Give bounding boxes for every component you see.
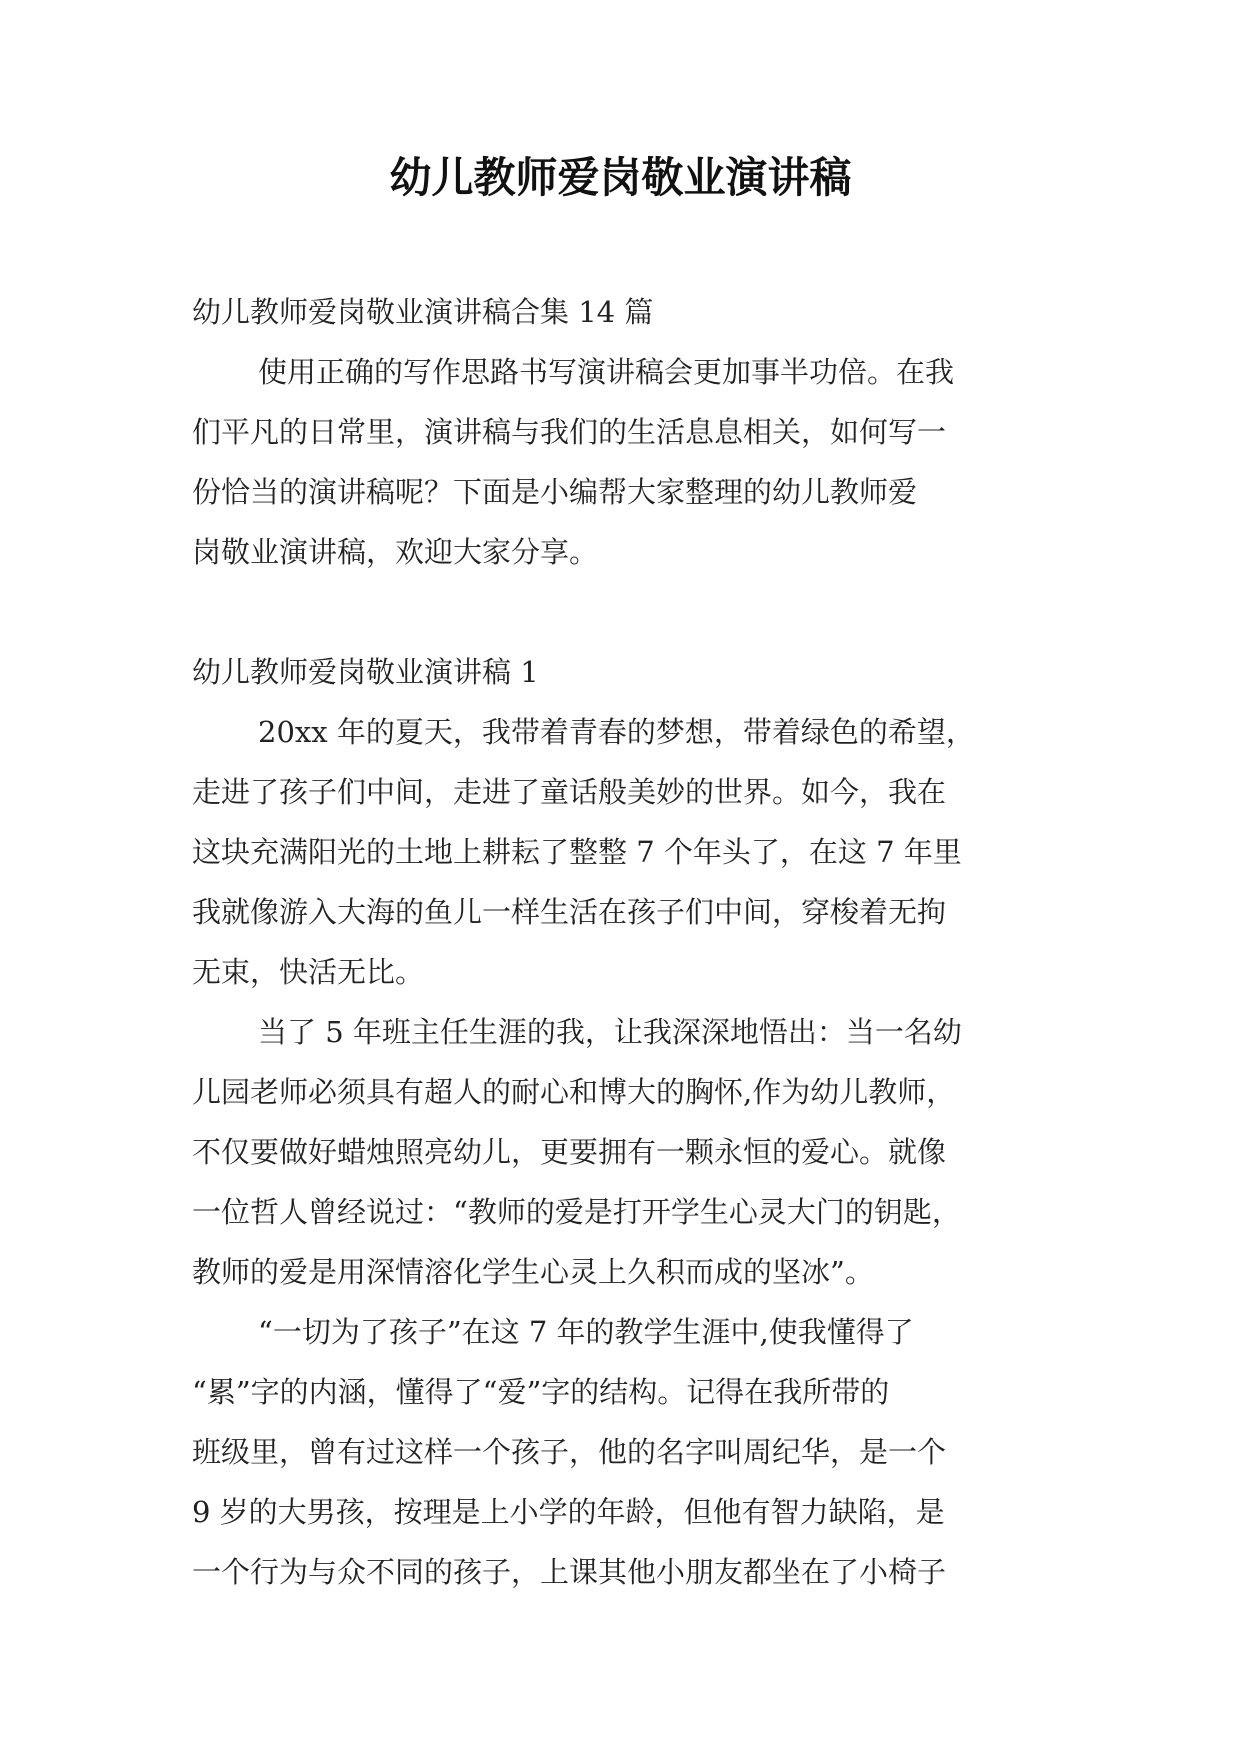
paragraph-2 <box>192 1002 1062 1302</box>
paragraph-line: 班级里，曾有过这样一个孩子，他的名字叫周纪华，是一个 <box>192 1435 947 1469</box>
intro-paragraph <box>192 342 1062 582</box>
intro-line: 们平凡的日常里，演讲稿与我们的生活息息相关，如何写一 <box>192 415 947 449</box>
paragraph-line: 我就像游入大海的鱼儿一样生活在孩子们中间，穿梭着无拘 <box>192 895 947 929</box>
paragraph-3 <box>192 1302 1062 1602</box>
section-heading: 幼儿教师爱岗敬业演讲稿 1 <box>192 655 539 689</box>
paragraph-line: 教师的爱是用深情溶化学生心灵上久积而成的坚冰”。 <box>192 1255 874 1289</box>
blank-line <box>192 582 1062 642</box>
paragraph-line: 一个行为与众不同的孩子，上课其他小朋友都坐在了小椅子 <box>192 1555 947 1589</box>
paragraph-line: 这块充满阳光的土地上耕耘了整整 7 个年头了，在这 7 年里 <box>192 835 962 869</box>
document-title: 幼儿教师爱岗敬业演讲稿 <box>389 153 852 202</box>
intro-line: 使用正确的写作思路书写演讲稿会更加事半功倍。在我 <box>258 355 955 389</box>
paragraph-line: 一位哲人曾经说过：“教师的爱是打开学生心灵大门的钥匙， <box>192 1195 961 1229</box>
document-body <box>192 282 1062 1602</box>
paragraph-line: 当了 5 年班主任生涯的我，让我深深地悟出：当一名幼 <box>258 1015 962 1049</box>
paragraph-line: 不仅要做好蜡烛照亮幼儿，更要拥有一颗永恒的爱心。就像 <box>192 1135 947 1169</box>
paragraph-1 <box>192 702 1062 1002</box>
collection-subtitle: 幼儿教师爱岗敬业演讲稿合集 14 篇 <box>192 295 654 329</box>
intro-line: 岗敬业演讲稿，欢迎大家分享。 <box>192 535 599 569</box>
paragraph-line: 9 岁的大男孩，按理是上小学的年龄，但他有智力缺陷，是 <box>192 1495 945 1529</box>
paragraph-line: 无束，快活无比。 <box>192 955 425 989</box>
paragraph-line: 儿园老师必须具有超人的耐心和博大的胸怀,作为幼儿教师， <box>192 1075 956 1109</box>
paragraph-line: “累”字的内涵，懂得了“爱”字的结构。记得在我所带的 <box>192 1375 890 1409</box>
paragraph-line: “一切为了孩子”在这 7 年的教学生涯中,使我懂得了 <box>258 1315 914 1349</box>
paragraph-line: 20xx 年的夏天，我带着青春的梦想，带着绿色的希望， <box>258 715 975 749</box>
paragraph-line: 走进了孩子们中间，走进了童话般美妙的世界。如今，我在 <box>192 775 947 809</box>
intro-line: 份恰当的演讲稿呢？下面是小编帮大家整理的幼儿教师爱 <box>192 475 918 509</box>
